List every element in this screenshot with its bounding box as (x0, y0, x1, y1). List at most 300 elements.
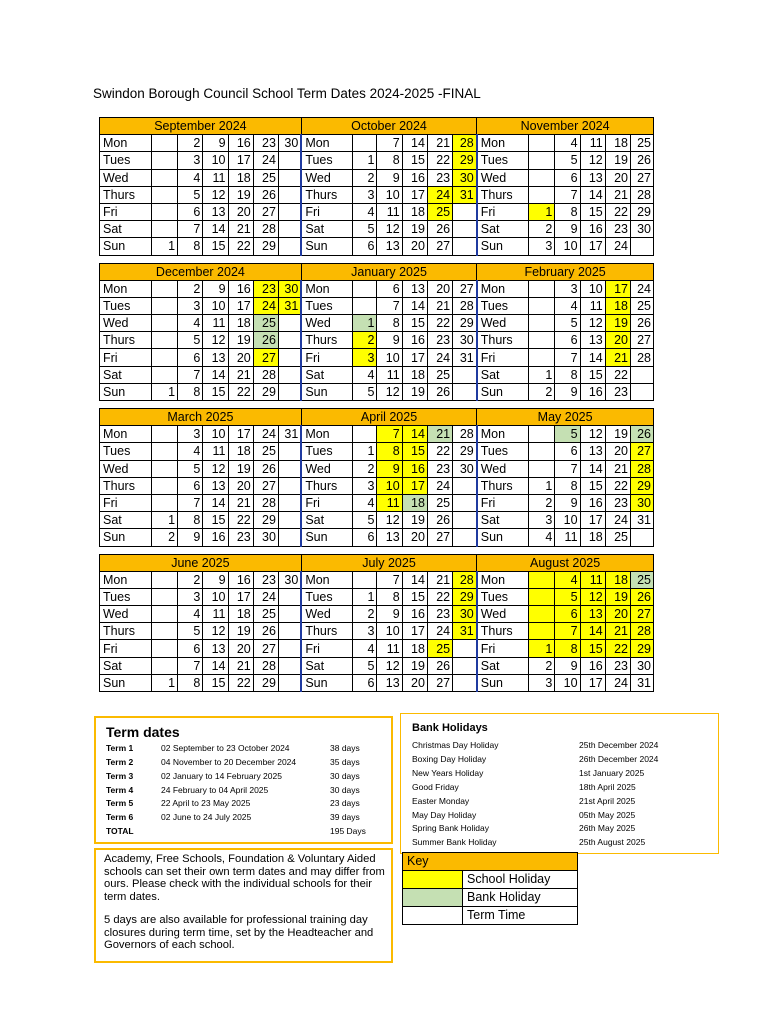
date-cell: 24 (253, 426, 278, 443)
day-name: Fri (477, 640, 529, 657)
day-name: Wed (477, 460, 529, 477)
month-header: May 2025 (477, 409, 654, 426)
date-cell: 26 (427, 512, 452, 529)
date-cell (630, 383, 653, 400)
key-swatch-school-holiday (403, 871, 463, 889)
date-cell: 23 (427, 332, 452, 349)
calendar-week-row (100, 152, 654, 169)
day-name: Wed (100, 606, 152, 623)
date-cell: 28 (630, 186, 653, 203)
term-days: 30 days (330, 784, 360, 795)
date-cell: 15 (402, 443, 427, 460)
date-cell: 30 (278, 571, 301, 588)
date-cell: 14 (402, 297, 427, 314)
day-name: Sun (301, 238, 353, 255)
day-name: Sat (301, 366, 353, 383)
date-cell: 15 (203, 674, 228, 691)
date-cell: 24 (253, 152, 278, 169)
calendar-week-row (100, 494, 654, 511)
date-cell: 22 (427, 315, 452, 332)
date-cell: 19 (402, 657, 427, 674)
date-cell: 21 (605, 186, 630, 203)
day-name: Tues (477, 588, 529, 605)
date-cell (151, 297, 177, 314)
date-cell: 29 (630, 640, 653, 657)
date-cell (630, 238, 653, 255)
date-cell (151, 221, 177, 238)
date-cell: 2 (353, 169, 377, 186)
date-cell: 30 (630, 494, 653, 511)
date-cell: 8 (555, 203, 580, 220)
day-name: Sun (100, 383, 152, 400)
date-cell: 25 (630, 297, 653, 314)
date-cell: 14 (580, 460, 605, 477)
date-cell: 16 (402, 169, 427, 186)
date-cell: 7 (377, 297, 402, 314)
date-cell: 19 (228, 332, 253, 349)
date-cell (278, 221, 301, 238)
date-cell: 12 (377, 221, 402, 238)
month-header: September 2024 (100, 118, 302, 135)
date-cell: 18 (228, 606, 253, 623)
date-cell: 21 (605, 460, 630, 477)
date-cell: 27 (427, 529, 452, 546)
date-cell: 31 (278, 297, 301, 314)
date-cell: 25 (253, 169, 278, 186)
day-name: Sat (477, 366, 529, 383)
date-cell: 22 (605, 640, 630, 657)
date-cell (528, 443, 554, 460)
date-cell: 5 (555, 315, 580, 332)
month-header: April 2025 (301, 409, 476, 426)
date-cell (453, 494, 477, 511)
day-name: Tues (301, 297, 353, 314)
day-name: Sat (100, 221, 152, 238)
date-cell: 7 (178, 366, 203, 383)
date-cell (278, 315, 301, 332)
date-cell: 20 (605, 169, 630, 186)
day-name: Mon (477, 571, 529, 588)
date-cell: 4 (555, 135, 580, 152)
date-cell: 11 (555, 529, 580, 546)
date-cell: 26 (253, 186, 278, 203)
date-cell: 13 (377, 529, 402, 546)
calendar-week-row (100, 512, 654, 529)
date-cell (528, 297, 554, 314)
date-cell: 5 (178, 186, 203, 203)
calendar-week-row (100, 238, 654, 255)
day-name: Sun (477, 383, 529, 400)
day-name: Sun (100, 674, 152, 691)
day-name: Sun (477, 674, 529, 691)
date-cell: 9 (377, 169, 402, 186)
term-days: 39 days (330, 812, 360, 823)
date-cell: 18 (228, 443, 253, 460)
day-name: Fri (100, 640, 152, 657)
training-days-note: 5 days are also available for professional training day closures during term time, set by the Headteacher and Governors of each school. (104, 914, 374, 952)
date-cell: 9 (203, 135, 228, 152)
date-cell: 6 (178, 477, 203, 494)
day-name: Sat (100, 366, 152, 383)
date-cell: 23 (427, 169, 452, 186)
day-name: Fri (100, 203, 152, 220)
date-cell (353, 135, 377, 152)
date-cell: 5 (353, 657, 377, 674)
date-cell: 1 (528, 477, 554, 494)
date-cell: 3 (353, 186, 377, 203)
date-cell (528, 332, 554, 349)
date-cell: 5 (555, 152, 580, 169)
date-cell (278, 332, 301, 349)
date-cell: 18 (402, 203, 427, 220)
date-cell: 20 (427, 280, 452, 297)
date-cell: 26 (253, 460, 278, 477)
day-name: Fri (477, 494, 529, 511)
date-cell: 7 (555, 186, 580, 203)
date-cell: 28 (453, 297, 477, 314)
date-cell: 3 (528, 238, 554, 255)
date-cell: 10 (555, 512, 580, 529)
date-cell: 17 (402, 623, 427, 640)
date-cell: 16 (228, 135, 253, 152)
date-cell: 13 (580, 169, 605, 186)
calendar-week-row (100, 315, 654, 332)
calendar-week-row (100, 477, 654, 494)
day-name: Thurs (301, 623, 353, 640)
date-cell: 1 (353, 443, 377, 460)
date-cell: 5 (555, 588, 580, 605)
date-cell: 5 (353, 383, 377, 400)
day-name: Fri (477, 203, 529, 220)
day-name: Sun (301, 674, 353, 691)
day-name: Sat (100, 657, 152, 674)
date-cell (151, 332, 177, 349)
date-cell: 29 (253, 512, 278, 529)
date-cell: 20 (228, 349, 253, 366)
date-cell: 28 (630, 623, 653, 640)
date-cell: 16 (228, 280, 253, 297)
date-cell: 25 (253, 315, 278, 332)
day-name: Mon (477, 135, 529, 152)
date-cell: 17 (228, 588, 253, 605)
calendar-week-row (100, 135, 654, 152)
bank-holiday-name: Summer Bank Holiday (412, 837, 497, 848)
date-cell: 27 (630, 606, 653, 623)
date-cell: 18 (402, 366, 427, 383)
bank-holidays-title: Bank Holidays (412, 722, 488, 734)
date-cell: 1 (528, 203, 554, 220)
calendar-week-row (100, 674, 654, 691)
date-cell: 28 (453, 135, 477, 152)
date-cell: 13 (203, 477, 228, 494)
date-cell: 4 (178, 169, 203, 186)
date-cell (278, 477, 301, 494)
term-days: 23 days (330, 798, 360, 809)
bank-holiday-date: 21st April 2025 (579, 795, 636, 806)
date-cell: 1 (353, 152, 377, 169)
calendar-week-row (100, 426, 654, 443)
date-cell: 6 (555, 332, 580, 349)
date-cell: 6 (353, 238, 377, 255)
date-cell: 7 (178, 657, 203, 674)
date-cell: 8 (377, 315, 402, 332)
date-cell (278, 443, 301, 460)
date-cell: 16 (228, 571, 253, 588)
date-cell: 17 (402, 349, 427, 366)
date-cell: 15 (580, 203, 605, 220)
date-cell: 11 (377, 203, 402, 220)
date-cell: 13 (203, 640, 228, 657)
date-cell: 24 (427, 477, 452, 494)
date-cell: 29 (253, 674, 278, 691)
date-cell: 3 (178, 588, 203, 605)
date-cell: 19 (228, 623, 253, 640)
date-cell: 18 (228, 169, 253, 186)
day-name: Thurs (477, 186, 529, 203)
calendar-week-row (100, 657, 654, 674)
date-cell: 2 (528, 657, 554, 674)
date-cell: 31 (453, 623, 477, 640)
day-name: Tues (100, 152, 152, 169)
day-name: Sat (477, 657, 529, 674)
key-label-school-holiday: School Holiday (463, 871, 578, 889)
bank-holiday-name: Easter Monday (412, 795, 470, 806)
date-cell: 22 (427, 588, 452, 605)
day-name: Wed (301, 315, 353, 332)
date-cell: 27 (453, 280, 477, 297)
date-cell: 21 (427, 571, 452, 588)
day-name: Tues (477, 443, 529, 460)
date-cell: 2 (528, 383, 554, 400)
date-cell: 20 (228, 203, 253, 220)
date-cell: 23 (427, 460, 452, 477)
term-days: 35 days (330, 756, 360, 767)
bank-holiday-date: 26th December 2024 (579, 753, 659, 764)
date-cell: 26 (427, 383, 452, 400)
date-cell: 12 (203, 332, 228, 349)
date-cell: 11 (377, 494, 402, 511)
date-cell (278, 494, 301, 511)
month-header: June 2025 (100, 554, 302, 571)
date-cell: 3 (528, 512, 554, 529)
date-cell: 6 (178, 640, 203, 657)
day-name: Sat (301, 657, 353, 674)
date-cell: 17 (228, 152, 253, 169)
date-cell: 19 (605, 152, 630, 169)
term-dates: 02 June to 24 July 2025 (161, 812, 252, 823)
date-cell: 28 (253, 657, 278, 674)
date-cell: 5 (178, 460, 203, 477)
day-name: Sun (477, 238, 529, 255)
date-cell (528, 460, 554, 477)
day-name: Sun (301, 529, 353, 546)
date-cell (278, 623, 301, 640)
date-cell: 7 (377, 571, 402, 588)
date-cell: 15 (580, 640, 605, 657)
bank-holiday-date: 25th August 2025 (579, 837, 646, 848)
date-cell: 9 (555, 221, 580, 238)
date-cell: 17 (580, 512, 605, 529)
date-cell: 2 (528, 494, 554, 511)
date-cell: 30 (453, 606, 477, 623)
term-name: TOTAL (106, 826, 134, 837)
date-cell: 10 (580, 280, 605, 297)
date-cell: 14 (580, 186, 605, 203)
date-cell (151, 152, 177, 169)
day-name: Thurs (477, 477, 529, 494)
date-cell: 2 (151, 529, 177, 546)
date-cell: 13 (377, 238, 402, 255)
date-cell (630, 529, 653, 546)
date-cell: 27 (427, 674, 452, 691)
date-cell: 21 (427, 426, 452, 443)
day-name: Wed (100, 460, 152, 477)
day-name: Fri (301, 640, 353, 657)
date-cell: 5 (555, 426, 580, 443)
day-name: Thurs (100, 623, 152, 640)
date-cell: 23 (427, 606, 452, 623)
date-cell (453, 477, 477, 494)
date-cell: 4 (555, 297, 580, 314)
term-name: Term 4 (106, 784, 134, 795)
date-cell: 4 (353, 640, 377, 657)
bank-holiday-name: Christmas Day Holiday (412, 740, 499, 750)
date-cell: 7 (555, 623, 580, 640)
date-cell: 24 (427, 623, 452, 640)
day-name: Thurs (100, 332, 152, 349)
date-cell: 17 (228, 426, 253, 443)
date-cell: 5 (178, 623, 203, 640)
key-item-bank-holiday (403, 889, 578, 907)
date-cell: 14 (203, 366, 228, 383)
date-cell (353, 571, 377, 588)
key-swatch-bank-holiday (403, 889, 463, 907)
date-cell (151, 657, 177, 674)
date-cell: 11 (377, 366, 402, 383)
date-cell (151, 588, 177, 605)
date-cell (528, 349, 554, 366)
date-cell: 2 (178, 135, 203, 152)
date-cell: 25 (253, 443, 278, 460)
date-cell: 13 (203, 349, 228, 366)
date-cell: 22 (427, 443, 452, 460)
date-cell: 25 (630, 135, 653, 152)
date-cell: 16 (402, 460, 427, 477)
date-cell: 21 (228, 657, 253, 674)
date-cell: 25 (427, 640, 452, 657)
day-name: Thurs (100, 477, 152, 494)
date-cell: 19 (228, 186, 253, 203)
date-cell: 4 (178, 315, 203, 332)
date-cell: 2 (528, 221, 554, 238)
date-cell: 9 (555, 383, 580, 400)
date-cell: 17 (402, 186, 427, 203)
date-cell: 19 (402, 383, 427, 400)
date-cell (453, 674, 477, 691)
date-cell: 13 (580, 332, 605, 349)
date-cell (278, 606, 301, 623)
date-cell: 3 (353, 477, 377, 494)
date-cell: 15 (580, 477, 605, 494)
day-name: Tues (301, 588, 353, 605)
date-cell (151, 640, 177, 657)
date-cell (151, 203, 177, 220)
date-cell: 4 (353, 494, 377, 511)
date-cell: 8 (555, 366, 580, 383)
day-name: Wed (477, 315, 529, 332)
date-cell: 1 (353, 588, 377, 605)
date-cell: 6 (178, 203, 203, 220)
date-cell: 13 (377, 674, 402, 691)
day-name: Wed (477, 606, 529, 623)
date-cell: 24 (427, 186, 452, 203)
date-cell: 24 (253, 588, 278, 605)
date-cell: 10 (203, 426, 228, 443)
date-cell: 29 (453, 152, 477, 169)
date-cell: 1 (151, 383, 177, 400)
date-cell: 22 (228, 383, 253, 400)
day-name: Sun (100, 238, 152, 255)
date-cell: 17 (580, 674, 605, 691)
day-name: Wed (100, 169, 152, 186)
date-cell: 10 (555, 238, 580, 255)
date-cell (453, 203, 477, 220)
date-cell: 16 (580, 657, 605, 674)
date-cell (528, 623, 554, 640)
month-header: March 2025 (100, 409, 302, 426)
day-name: Thurs (301, 186, 353, 203)
date-cell (278, 366, 301, 383)
date-cell: 14 (402, 135, 427, 152)
day-name: Sat (477, 512, 529, 529)
day-name: Fri (301, 203, 353, 220)
date-cell: 4 (353, 366, 377, 383)
date-cell: 3 (555, 280, 580, 297)
page-title: Swindon Borough Council School Term Dates 2024-2025 -FINAL (93, 86, 481, 101)
date-cell: 24 (605, 512, 630, 529)
day-name: Thurs (100, 186, 152, 203)
date-cell: 23 (605, 494, 630, 511)
date-cell (453, 383, 477, 400)
calendar-week-row (100, 383, 654, 400)
date-cell: 20 (228, 640, 253, 657)
date-cell (151, 366, 177, 383)
date-cell: 12 (203, 623, 228, 640)
date-cell: 9 (377, 460, 402, 477)
date-cell: 9 (203, 280, 228, 297)
date-cell (528, 426, 554, 443)
date-cell: 18 (605, 571, 630, 588)
date-cell: 11 (580, 571, 605, 588)
date-cell: 22 (228, 674, 253, 691)
date-cell: 10 (377, 623, 402, 640)
date-cell: 8 (377, 588, 402, 605)
bank-holiday-date: 26th May 2025 (579, 823, 636, 834)
date-cell: 20 (605, 606, 630, 623)
date-cell: 29 (253, 383, 278, 400)
date-cell (528, 186, 554, 203)
calendar-week-row (100, 529, 654, 546)
date-cell: 15 (203, 383, 228, 400)
date-cell: 2 (178, 571, 203, 588)
day-name: Fri (301, 494, 353, 511)
date-cell: 27 (630, 169, 653, 186)
day-name: Tues (100, 297, 152, 314)
term-name: Term 5 (106, 798, 134, 809)
key-label-term-time: Term Time (463, 907, 578, 925)
date-cell (453, 657, 477, 674)
bank-holiday-name: May Day Holiday (412, 809, 477, 820)
